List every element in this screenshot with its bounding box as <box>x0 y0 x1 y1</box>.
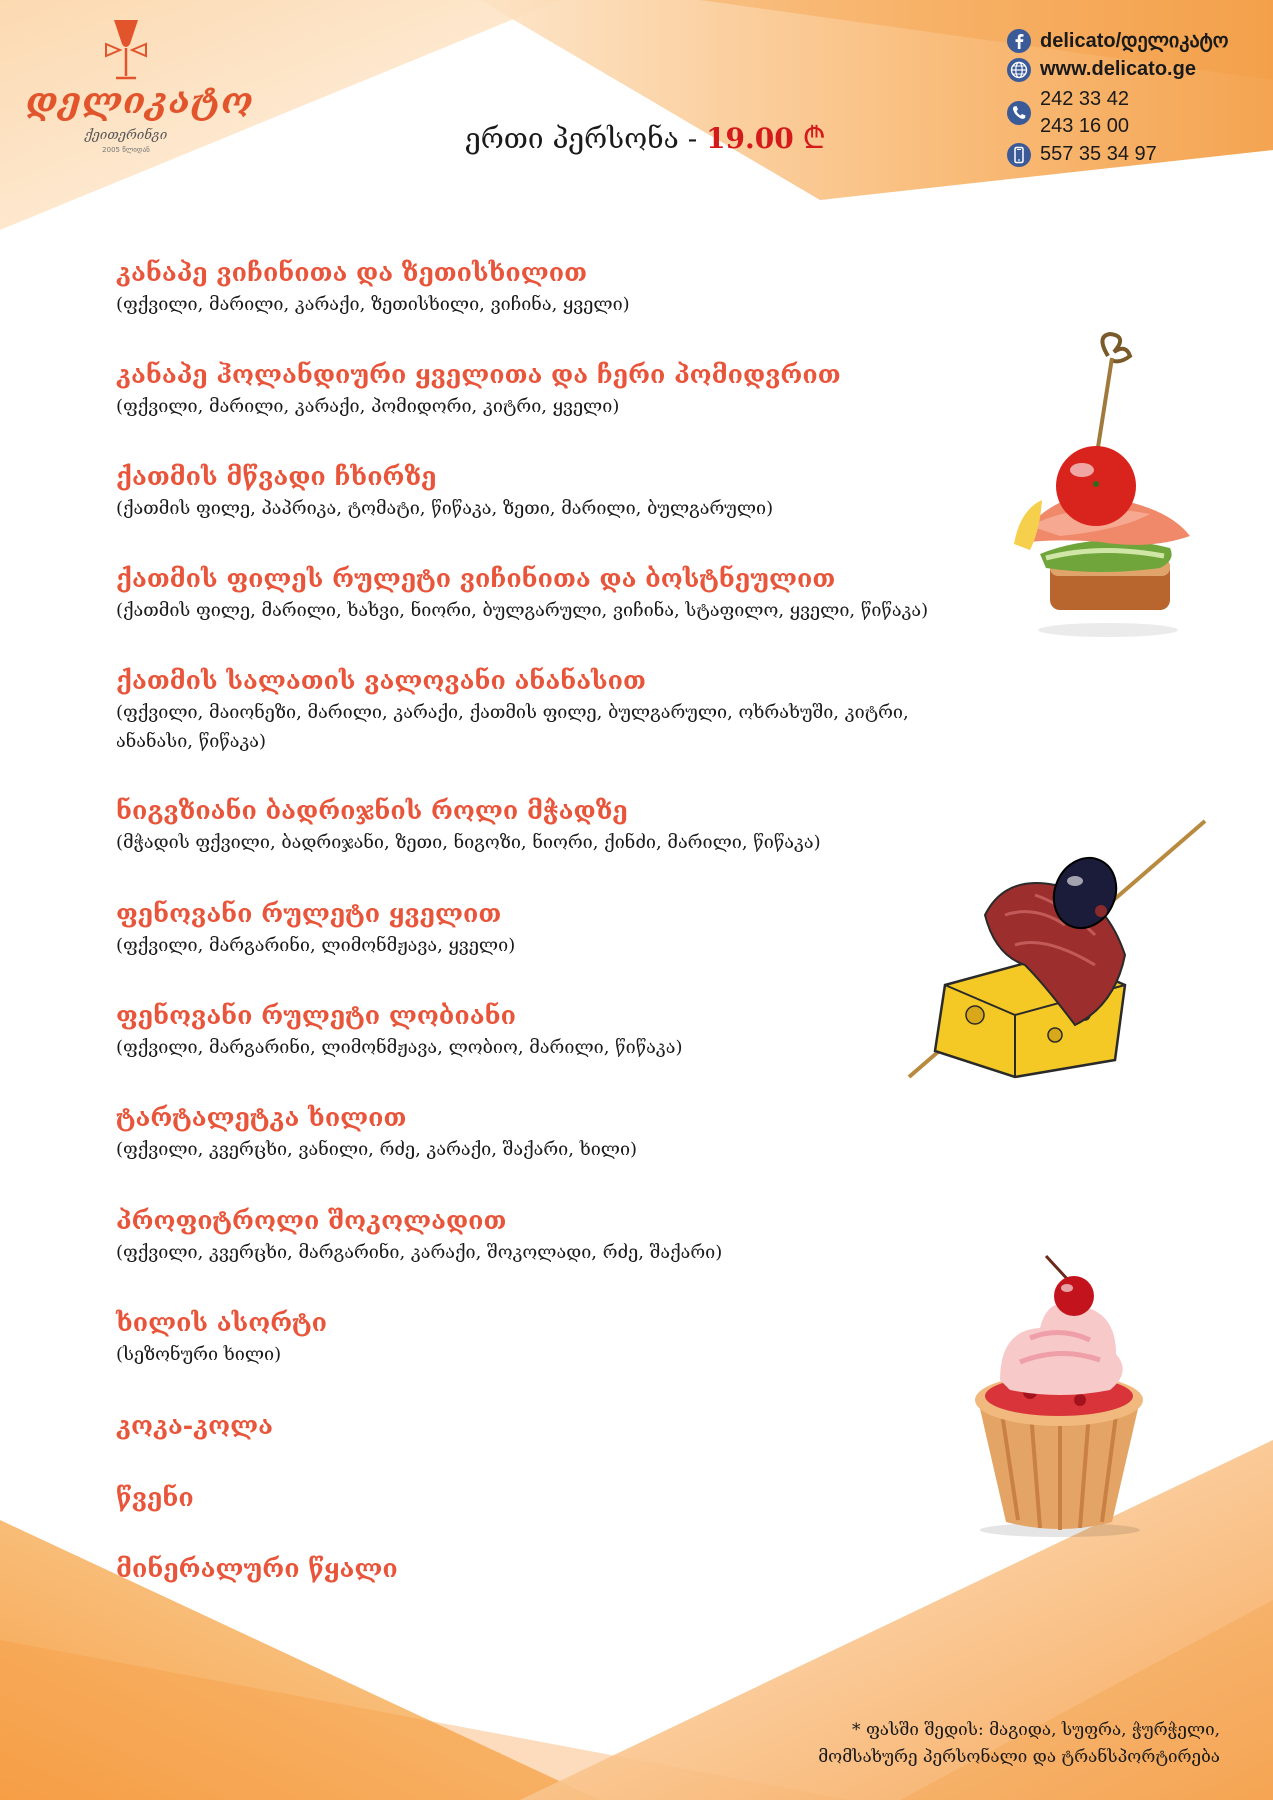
menu-item <box>116 999 976 1062</box>
menu-item <box>116 1306 976 1369</box>
menu-item-name: წვენი <box>116 1483 194 1512</box>
menu-item <box>116 897 976 960</box>
canape-tomato-illustration <box>1000 330 1200 640</box>
contacts-block <box>1006 26 1266 169</box>
menu-item-name: კოკა-კოლა <box>116 1411 274 1440</box>
menu-item-ingredients: (ფქვილი, კვერცხი, ვანილი, რძე, კარაქი, შაქარი, ხილი) <box>116 1139 638 1160</box>
mobile-row <box>1006 140 1266 169</box>
menu-item-name: ფენოვანი რულეტი ლობიანი <box>116 1001 516 1030</box>
menu-item <box>116 256 976 319</box>
price-value: 19.00 <box>706 122 794 155</box>
menu-item-name: ფენოვანი რულეტი ყველით <box>116 899 502 928</box>
menu-item <box>116 358 976 421</box>
footer-note <box>740 1717 1220 1771</box>
menu-item <box>116 562 976 625</box>
phone-row <box>1006 88 1266 138</box>
footer-note-line-1: * ფასში შედის: მაგიდა, სუფრა, ჭურჭელი, <box>852 1720 1220 1740</box>
facebook-row[interactable] <box>1006 26 1266 55</box>
footer-note-line-2: მომსახურე პერსონალი და ტრანსპორტირება <box>818 1747 1220 1767</box>
menu-item-name: ხილის ასორტი <box>116 1308 327 1337</box>
menu-item <box>116 1409 976 1443</box>
currency-symbol: ₾ <box>802 121 826 156</box>
menu-item-name: პროფიტროლი შოკოლადით <box>116 1206 507 1235</box>
menu-item <box>116 794 976 857</box>
menu-item-name: ქათმის მწვადი ჩხირზე <box>116 462 437 491</box>
menu-item-ingredients: (ფქვილი, კვერცხი, მარგარინი, კარაქი, შოკოლადი, რძე, შაქარი) <box>116 1242 723 1263</box>
phone-number-2[interactable]: 243 16 00 <box>1040 115 1129 137</box>
wine-glass-icon <box>26 14 226 84</box>
menu-item <box>116 460 976 523</box>
menu-item-ingredients: (ფქვილი, მაიონეზი, მარილი, კარაქი, ქათმის ფილე, ბულგარული, ოხრახუში, კიტრი, ანანასი, წიწაკა) <box>116 702 909 752</box>
website-link[interactable]: www.delicato.ge <box>1040 58 1196 80</box>
menu-item-name: მინერალური წყალი <box>116 1554 398 1583</box>
facebook-link[interactable]: delicato/დელიკატო <box>1040 30 1229 52</box>
menu-item <box>116 1552 976 1586</box>
menu-item-ingredients: (ფქვილი, მარილი, კარაქი, ზეთისხილი, ვიჩინა, ყველი) <box>116 294 630 315</box>
logo-year: 2005 წლიდან <box>102 146 150 154</box>
mobile-icon <box>1006 142 1032 168</box>
menu-item-ingredients: (მჭადის ფქვილი, ბადრიჯანი, ზეთი, ნიგოზი, ნიორი, ქინძი, მარილი, წიწაკა) <box>116 832 821 853</box>
menu-item-name: ქათმის ფილეს რულეტი ვიჩინითა და ბოსტნეულით <box>116 564 836 593</box>
mobile-number[interactable]: 557 35 34 97 <box>1040 143 1157 165</box>
menu-item-name: კანაპე ვიჩინითა და ზეთისხილით <box>116 258 587 287</box>
phone-icon <box>1006 100 1032 126</box>
menu-item-ingredients: (სეზონური ხილი) <box>116 1344 282 1365</box>
menu-item-ingredients: (ფქვილი, მარილი, კარაქი, პომიდორი, კიტრი, ყველი) <box>116 396 620 417</box>
title-prefix: ერთი პერსონა - <box>465 122 707 155</box>
menu-item-ingredients: (ქათმის ფილე, მარილი, ხახვი, ნიორი, ბულგარული, ვიჩინა, სტაფილო, ყველი, წიწაკა) <box>116 600 929 621</box>
menu-item-name: კანაპე ჰოლანდიური ყველითა და ჩერი პომიდვრით <box>116 360 841 389</box>
menu-item-ingredients: (ქათმის ფილე, პაპრიკა, ტომატი, წიწაკა, ზეთი, მარილი, ბულგარული) <box>116 498 774 519</box>
page-title <box>465 116 826 157</box>
fruit-tart-illustration <box>940 1250 1180 1540</box>
logo-wordmark: დელიკატო <box>26 80 254 122</box>
menu-item <box>116 664 976 756</box>
globe-icon <box>1006 57 1032 83</box>
menu-item <box>116 1204 976 1267</box>
menu-item <box>116 1481 976 1515</box>
menu-item <box>116 1101 976 1164</box>
menu-item-ingredients: (ფქვილი, მარგარინი, ლიმონმჟავა, ყველი) <box>116 935 516 956</box>
menu-item-name: ქათმის სალათის ვალოვანი ანანასით <box>116 666 646 695</box>
menu-item-name: ტარტალეტკა ხილით <box>116 1103 407 1132</box>
website-row[interactable] <box>1006 55 1266 84</box>
cheese-olive-skewer-illustration <box>905 815 1215 1095</box>
menu-item-name: ნიგვზიანი ბადრიჯნის როლი მჭადზე <box>116 796 628 825</box>
logo-subtitle: ქეითერინგი <box>84 128 168 143</box>
menu-item-ingredients: (ფქვილი, მარგარინი, ლიმონმჟავა, ლობიო, მარილი, წიწაკა) <box>116 1037 683 1058</box>
brand-logo[interactable] <box>26 14 254 164</box>
phone-number-1[interactable]: 242 33 42 <box>1040 88 1129 110</box>
facebook-icon <box>1006 28 1032 54</box>
